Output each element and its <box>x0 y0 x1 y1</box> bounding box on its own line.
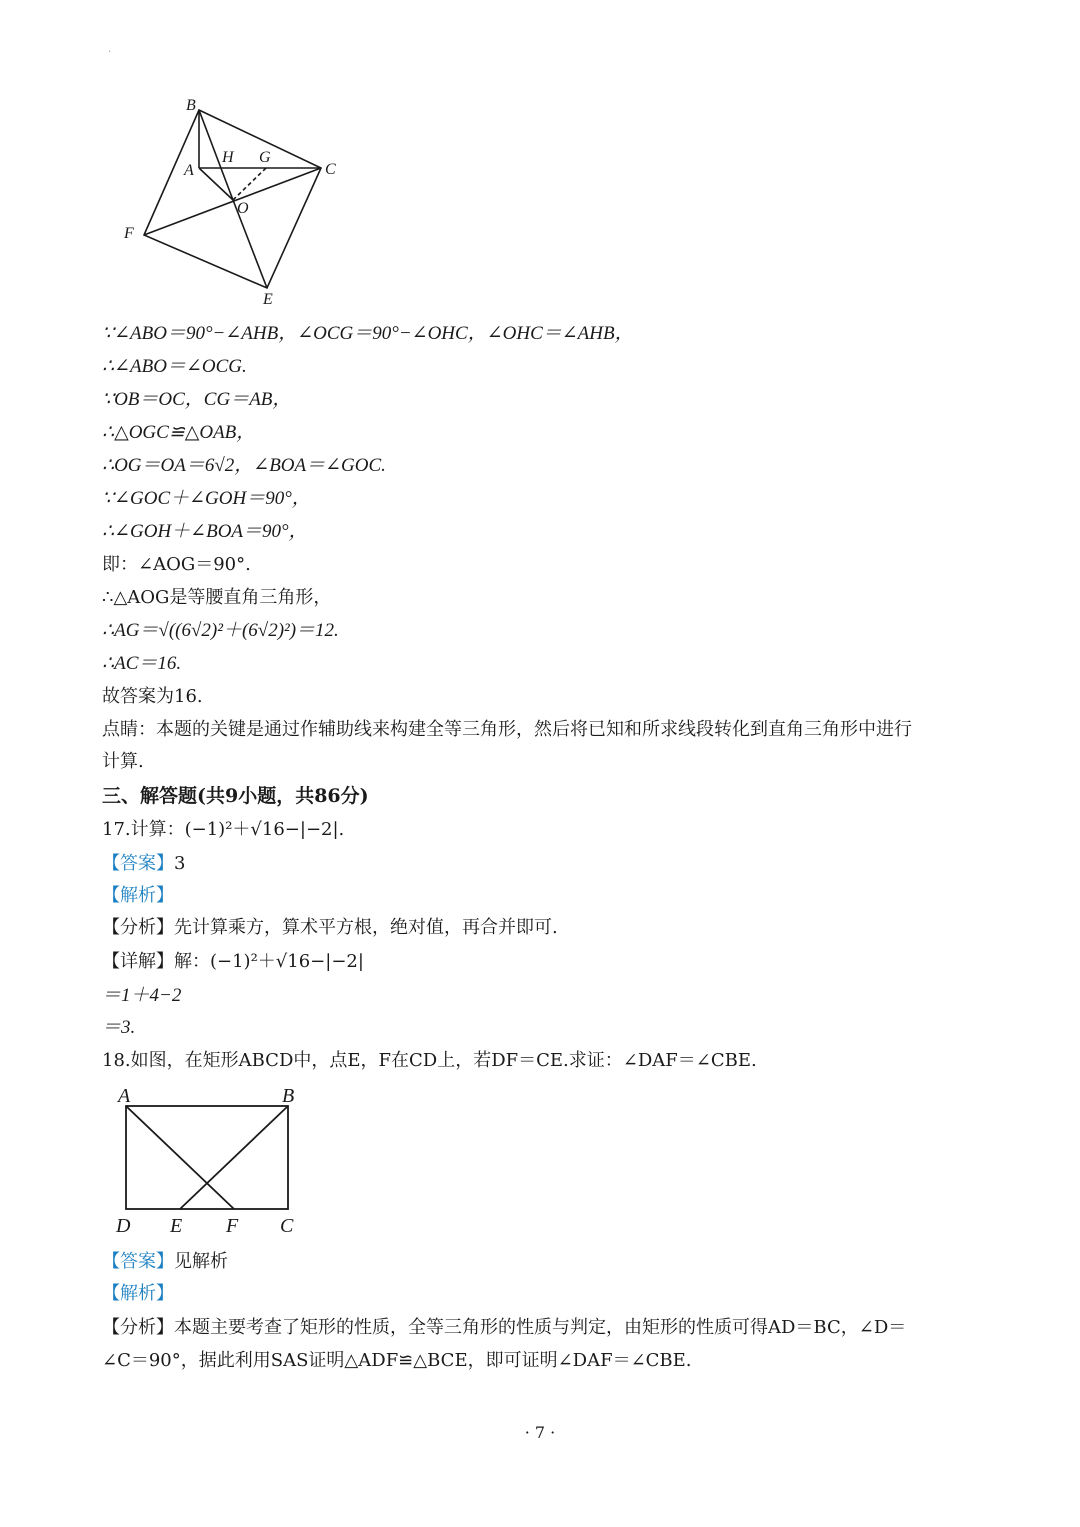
label-h: H <box>222 149 234 166</box>
page-number: · 7 · <box>524 1423 556 1442</box>
q17-answer: 3 <box>174 853 186 874</box>
proof-line-7: ∴∠GOH＋∠BOA＝90°， <box>102 521 308 542</box>
segment-fc <box>144 168 321 235</box>
proof-line-11: ∴AC＝16. <box>102 653 182 674</box>
label-g: G <box>259 149 271 166</box>
q17-xiangjie: 解：(−1)²＋√16−|−2| <box>174 951 364 972</box>
rectangle-outline <box>126 1106 288 1209</box>
proof-line-6: ∵∠GOC＋∠GOH＝90°， <box>102 488 311 509</box>
rect-label-f: F <box>226 1215 239 1237</box>
q17-xiangjie-tag: 【详解】 <box>102 951 174 972</box>
rect-label-c: C <box>280 1215 294 1237</box>
q18-stem: 18.如图，在矩形ABCD中，点E，F在CD上，若DF＝CE.求证：∠DAF＝∠CBE. <box>102 1050 757 1071</box>
q17-answer-tag: 【答案】 <box>102 853 174 874</box>
q18-fenxi-row-2: ∠C＝90°，据此利用SAS证明△ADF≌△BCE，即可证明∠DAF＝∠CBE. <box>102 1350 692 1371</box>
q18-answer: 见解析 <box>174 1251 228 1272</box>
proof-conclusion: 故答案为16. <box>102 686 203 707</box>
proof-line-2: ∴∠ABO＝∠OCG. <box>102 356 247 377</box>
rect-label-b: B <box>282 1085 295 1107</box>
figure-square-diagram <box>110 90 370 310</box>
segment-ao <box>199 168 233 200</box>
rect-label-d: D <box>116 1215 131 1237</box>
q18-fenxi-1: 本题主要考查了矩形的性质，全等三角形的性质与判定，由矩形的性质可得AD＝BC，∠D＝ <box>174 1317 907 1338</box>
label-f: F <box>124 225 134 242</box>
segment-af <box>126 1106 234 1209</box>
proof-line-1: ∵∠ABO＝90°−∠AHB，∠OCG＝90°−∠OHC，∠OHC＝∠AHB， <box>102 323 634 344</box>
label-e: E <box>263 291 273 308</box>
section-heading: 三、解答题(共9小题，共86分) <box>102 785 369 807</box>
rect-label-a: A <box>118 1085 131 1107</box>
label-o: O <box>237 200 249 217</box>
q17-stem: 17.计算：(−1)²＋√16−|−2|. <box>102 819 345 840</box>
proof-line-3: ∵OB＝OC，CG＝AB， <box>102 389 292 410</box>
q18-answer-row <box>102 1248 228 1276</box>
proof-line-10: ∴AG＝√((6√2)²＋(6√2)²)＝12. <box>102 620 339 641</box>
q17-xiangjie-row <box>102 948 364 976</box>
q17-fenxi-tag: 【分析】 <box>102 917 174 938</box>
corner-mark: . <box>108 44 112 55</box>
q18-answer-tag: 【答案】 <box>102 1251 174 1272</box>
figure-rectangle-abcd <box>110 1080 310 1240</box>
rect-label-e: E <box>170 1215 183 1237</box>
proof-line-5: ∴OG＝OA＝6√2，∠BOA＝∠GOC. <box>102 455 386 476</box>
proof-line-9: ∴△AOG是等腰直角三角形， <box>102 587 332 608</box>
label-b: B <box>186 97 196 114</box>
q17-fenxi-row <box>102 914 558 942</box>
q17-fenxi: 先计算乘方，算术平方根，绝对值，再合并即可. <box>174 917 558 938</box>
proof-line-4: ∴△OGC≌△OAB， <box>102 422 256 443</box>
q18-fenxi-row-1 <box>102 1314 906 1342</box>
q18-fenxi-tag: 【分析】 <box>102 1317 174 1338</box>
label-c: C <box>325 161 336 178</box>
segment-be <box>180 1106 288 1209</box>
proof-line-8: 即：∠AOG＝90°. <box>102 554 251 575</box>
q17-answer-row <box>102 850 185 878</box>
q17-analysis-tag: 【解析】 <box>102 885 174 906</box>
label-a: A <box>184 162 194 179</box>
q17-step-2: ＝3. <box>102 1017 136 1038</box>
remark-line-2: 计算. <box>102 751 144 772</box>
remark-line-1: 点睛：本题的关键是通过作辅助线来构建全等三角形，然后将已知和所求线段转化到直角三角形中进行 <box>102 719 912 740</box>
q18-analysis-tag: 【解析】 <box>102 1283 174 1304</box>
q17-step-1: ＝1＋4−2 <box>102 985 182 1006</box>
